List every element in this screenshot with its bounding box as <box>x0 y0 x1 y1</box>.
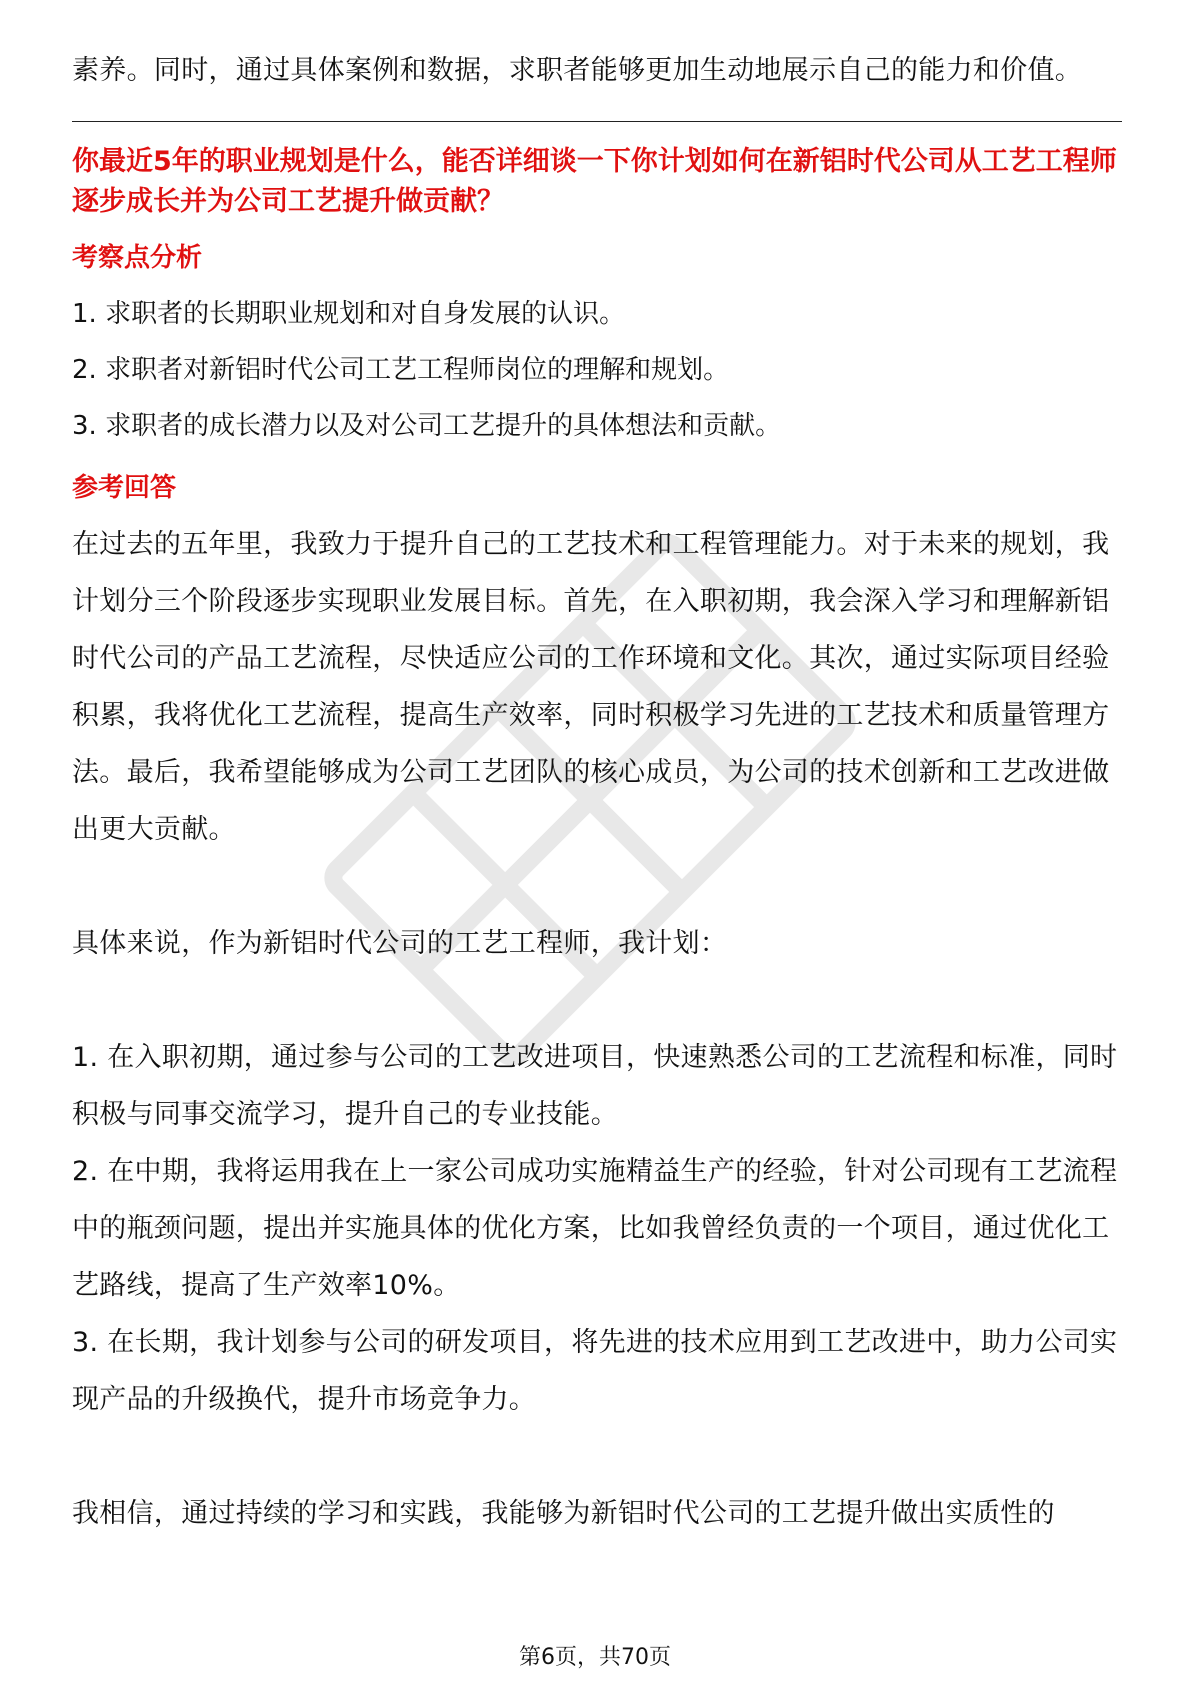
interview-question: 你最近5年的职业规划是什么，能否详细谈一下你计划如何在新铝时代公司从工艺工程师逐步成长并为公司工艺提升做贡献？ <box>72 146 1117 217</box>
analysis-heading: 考察点分析 <box>72 243 203 273</box>
intro-paragraph: 素养。同时，通过具体案例和数据，求职者能够更加生动地展示自己的能力和价值。 <box>72 55 1083 86</box>
answer-heading: 参考回答 <box>72 473 177 503</box>
analysis-item: 2. 求职者对新铝时代公司工艺工程师岗位的理解和规划。 <box>72 355 730 385</box>
plan-item: 1. 在入职初期，通过参与公司的工艺改进项目，快速熟悉公司的工艺流程和标准，同时积极与同事交流学习，提升自己的专业技能。 <box>72 1042 1118 1130</box>
analysis-item: 3. 求职者的成长潜力以及对公司工艺提升的具体想法和贡献。 <box>72 411 782 441</box>
closing-paragraph: 我相信，通过持续的学习和实践，我能够为新铝时代公司的工艺提升做出实质性的 <box>72 1498 1055 1529</box>
plan-intro: 具体来说，作为新铝时代公司的工艺工程师，我计划： <box>72 928 728 959</box>
plan-item: 3. 在长期，我计划参与公司的研发项目，将先进的技术应用到工艺改进中，助力公司实现产品的升级换代，提升市场竞争力。 <box>72 1327 1118 1415</box>
page-content <box>72 42 1122 1542</box>
analysis-item: 1. 求职者的长期职业规划和对自身发展的认识。 <box>72 299 626 329</box>
page-number: 第6页，共70页 <box>519 1645 671 1670</box>
plan-item: 2. 在中期，我将运用我在上一家公司成功实施精益生产的经验，针对公司现有工艺流程中的瓶颈问题，提出并实施具体的优化方案，比如我曾经负责的一个项目，通过优化工艺路线，提高了生产效率10%。 <box>72 1156 1118 1301</box>
answer-paragraph: 在过去的五年里，我致力于提升自己的工艺技术和工程管理能力。对于未来的规划，我计划分三个阶段逐步实现职业发展目标。首先，在入职初期，我会深入学习和理解新铝时代公司的产品工艺流程，尽快适应公司的工作环境和文化。其次，通过实际项目经验积累，我将优化工艺流程，提高生产效率，同时积极学习先进的工艺技术和质量管理方法。最后，我希望能够成为公司工艺团队的核心成员，为公司的技术创新和工艺改进做出更大贡献。 <box>72 529 1110 845</box>
section-divider <box>72 121 1122 122</box>
